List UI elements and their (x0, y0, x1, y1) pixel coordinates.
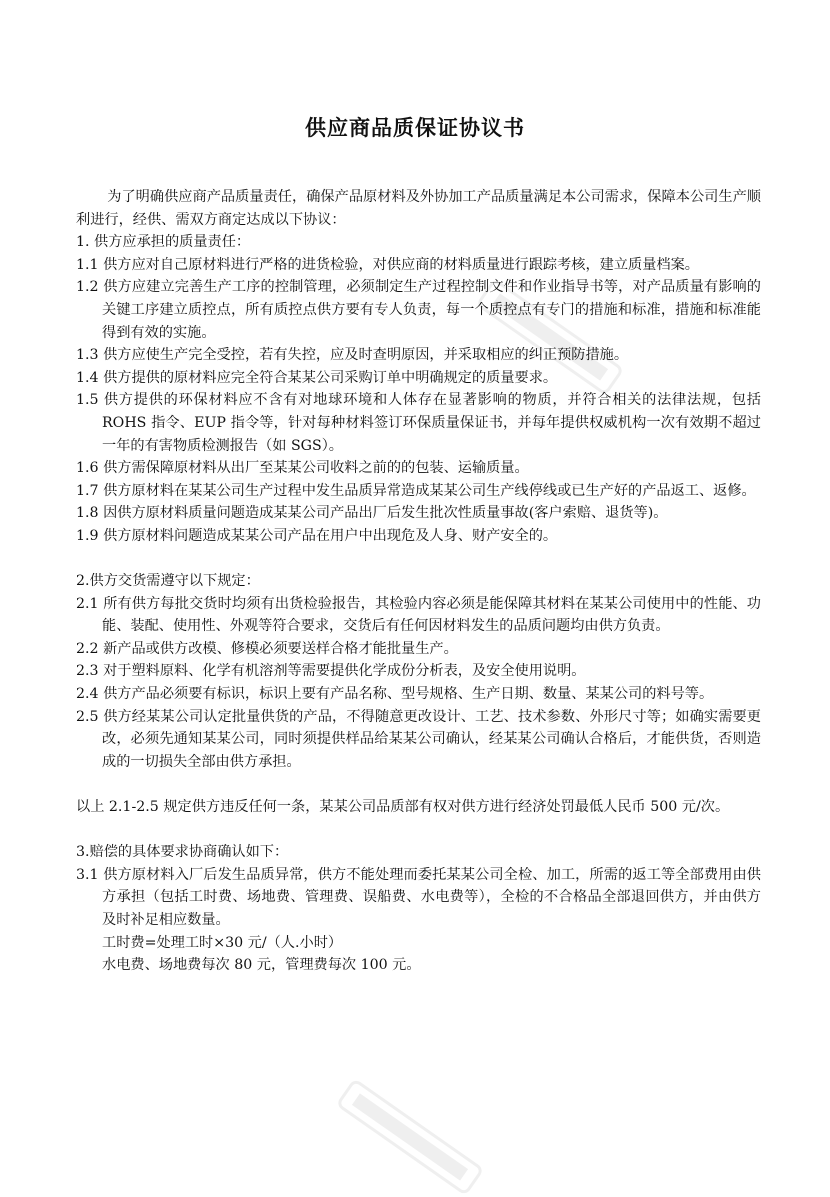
spacer (76, 773, 761, 796)
document-title: 供应商品质保证协议书 (305, 116, 525, 140)
clause-3-1: 3.1 供方原材料入厂后发生品质异常，供方不能处理而委托某某公司全检、加工，所需的返工等全部费用由供方承担（包括工时费、场地费、管理费、误船费、水电费等），全检的不合格品全部退回供方，并由供方及时补足相应数量。 (76, 866, 761, 928)
spacer (76, 548, 761, 571)
clause-2-3: 2.3 对于塑料原料、化学有机溶剂等需要提供化学成份分析表，及安全使用说明。 (76, 663, 586, 680)
spacer (76, 819, 761, 842)
clause-1-6: 1.6 供方需保障原材料从出厂至某某公司收料之前的的包装、运输质量。 (76, 460, 529, 477)
watermark-graphic (335, 1077, 486, 1197)
document-body (76, 186, 761, 977)
section-3-heading: 3.赔偿的具体要求协商确认如下： (76, 844, 289, 861)
clause-1-2: 1.2 供方应建立完善生产工序的控制管理，必须制定生产过程控制文件和作业指导书等，对产品质量有影响的关键工序建立质控点，所有质控点供方要有专人负责，每一个质控点有专门的措施和标准，措施和标准能得到有效的实施。 (76, 279, 761, 341)
clause-2-5: 2.5 供方经某某公司认定批量供货的产品，不得随意更改设计、工艺、技术参数、外形尺寸等；如确实需要更改，必须先通知某某公司，同时须提供样品给某某公司确认，经某某公司确认合格后，才能供货，否则造成的一切损失全部由供方承担。 (76, 708, 761, 770)
clause-2-4: 2.4 供方产品必须要有标识，标识上要有产品名称、型号规格、生产日期、数量、某某公司的料号等。 (76, 686, 714, 703)
penalty-note: 以上 2.1-2.5 规定供方违反任何一条，某某公司品质部有权对供方进行经济处罚最低人民币 500 元/次。 (76, 799, 730, 816)
clause-2-1: 2.1 所有供方每批交货时均须有出货检验报告，其检验内容必须是能保障其材料在某某公司使用中的性能、功能、装配、使用性、外观等符合要求，交货后有任何因材料发生的品质问题均由供方负责。 (76, 595, 761, 635)
clause-2-2: 2.2 新产品或供方改模、修模必须要送样合格才能批量生产。 (76, 640, 458, 657)
clause-1-9: 1.9 供方原材料问题造成某某公司产品在用户中出现危及人身、财产安全的。 (76, 527, 558, 544)
clause-1-5: 1.5 供方提供的环保材料应不含有对地球环境和人体存在显著影响的物质，并符合相关的法律法规，包括 ROHS 指令、EUP 指令等，针对每种材料签订环保质量保证书，并每年提供权威机构一次有效期不超过一年的有害物质检测报告（如 SGS）。 (76, 392, 761, 454)
utility-fee-line: 水电费、场地费每次 80 元，管理费每次 100 元。 (102, 957, 421, 974)
intro-paragraph: 为了明确供应商产品质量责任，确保产品原材料及外协加工产品质量满足本公司需求，保障本公司生产顺利进行，经供、需双方商定达成以下协议： (76, 189, 761, 228)
clause-1-4: 1.4 供方提供的原材料应完全符合某某公司采购订单中明确规定的质量要求。 (76, 369, 558, 386)
clause-1-3: 1.3 供方应使生产完全受控，若有失控，应及时查明原因，并采取相应的纠正预防措施。 (76, 347, 629, 364)
labor-fee-line: 工时费=处理工时×30 元/（人.小时） (102, 934, 343, 951)
section-1-heading: 1. 供方应承担的质量责任： (76, 234, 251, 251)
clause-1-1: 1.1 供方应对自己原材料进行严格的进货检验，对供应商的材料质量进行跟踪考核，建立质量档案。 (76, 256, 699, 273)
clause-1-7: 1.7 供方原材料在某某公司生产过程中发生品质异常造成某某公司生产线停线或已生产好的产品返工、返修。 (76, 482, 756, 499)
section-2-heading: 2.供方交货需遵守以下规定： (76, 573, 260, 590)
clause-1-8: 1.8 因供方原材料质量问题造成某某公司产品出厂后发生批次性质量事故(客户索赔、退货等)。 (76, 505, 668, 522)
